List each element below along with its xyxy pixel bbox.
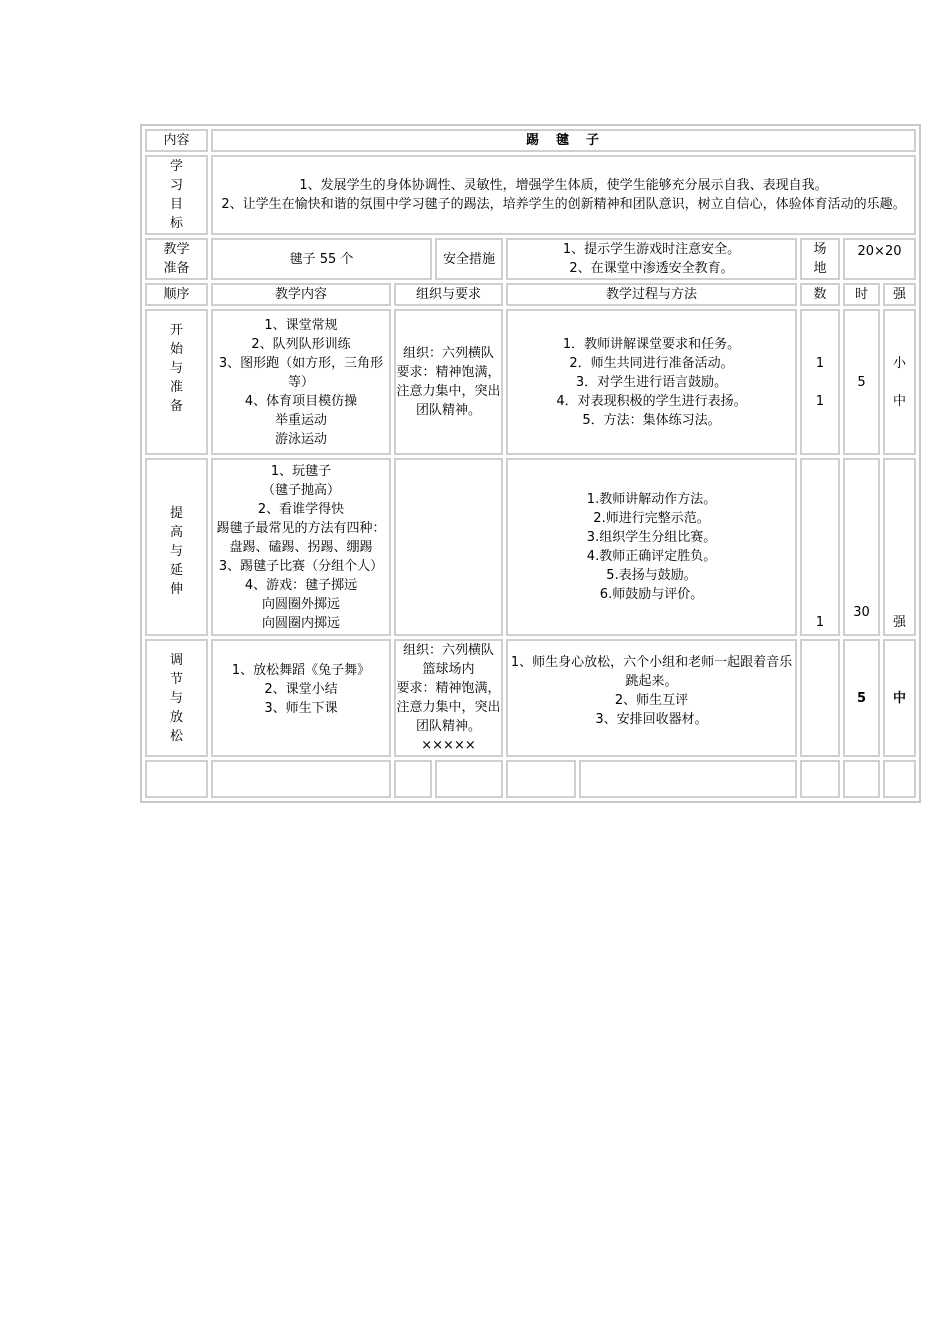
section-count [800,639,840,757]
section-order: 调 节 与 放 松 [145,639,208,757]
empty-cell [394,760,432,798]
empty-cell [211,760,391,798]
empty-cell [145,760,208,798]
section-order: 开 始 与 准 备 [145,309,208,455]
empty-cell [883,760,916,798]
empty-cell [579,760,797,798]
goals-row [145,155,916,235]
safety-label: 安全措施 [435,238,503,280]
section-intensity: 中 [883,639,916,757]
section-organization: 组织：六列横队 篮球场内 要求：精神饱满，注意力集中，突出团队精神。 ××××× [394,639,503,757]
section-content: 1、玩毽子 （毽子抛高） 2、看谁学得快 踢毽子最常见的方法有四种：盘踢、磕踢、拐踢、绷踢 3、踢毽子比赛（分组个人） 4、游戏：毽子掷远 向圆圈外掷远 向圆圈内掷远 [211,458,391,636]
section-process: 1．教师讲解课堂要求和任务。 2．师生共同进行准备活动。 3．对学生进行语言鼓励。 4．对表现积极的学生进行表扬。 5．方法：集体练习法。 [506,309,797,455]
prep-row [145,238,916,280]
section-process: 1.教师讲解动作方法。 2.师进行完整示范。 3.组织学生分组比赛。 4.教师正确评定胜负。 5.表扬与鼓励。 6.师鼓励与评价。 [506,458,797,636]
section-organization [394,458,503,636]
col-organization: 组织与要求 [394,283,503,306]
section-intensity: 小 中 [883,309,916,455]
col-count: 数 [800,283,840,306]
lesson-plan-table [140,124,921,803]
goals-label: 学 习 目 标 [145,155,208,235]
section-time: 30 [843,458,880,636]
section-organization: 组织：六列横队 要求：精神饱满，注意力集中，突出团队精神。 [394,309,503,455]
empty-cell [800,760,840,798]
empty-cell [843,760,880,798]
empty-cell [506,760,576,798]
section-content: 1、放松舞蹈《兔子舞》 2、课堂小结 3、师生下课 [211,639,391,757]
content-label: 内容 [145,129,208,152]
venue-label: 场 地 [800,238,840,280]
title-row [145,129,916,152]
section-order: 提 高 与 延 伸 [145,458,208,636]
col-content: 教学内容 [211,283,391,306]
column-header-row [145,283,916,306]
prep-label: 教学 准备 [145,238,208,280]
col-intensity: 强 [883,283,916,306]
goals-text: 1、发展学生的身体协调性、灵敏性，增强学生体质，使学生能够充分展示自我、表现自我。 2、让学生在愉快和谐的氛围中学习毽子的踢法，培养学生的创新精神和团队意识，树立自信心，体验体育活动的乐趣。 [211,155,916,235]
section-time: 5 [843,639,880,757]
col-process: 教学过程与方法 [506,283,797,306]
section-count: 1 [800,458,840,636]
col-order: 顺序 [145,283,208,306]
col-time: 时 [843,283,880,306]
section-row [145,639,916,757]
empty-cell [435,760,503,798]
section-count: 1 1 [800,309,840,455]
equipment-value: 毽子 55 个 [211,238,432,280]
section-row [145,458,916,636]
lesson-title: 踢 毽 子 [211,129,916,152]
section-intensity: 强 [883,458,916,636]
section-time: 5 [843,309,880,455]
section-row [145,309,916,455]
venue-value: 20×20 [843,238,916,280]
section-process: 1、师生身心放松，六个小组和老师一起跟着音乐跳起来。 2、师生互评 3、安排回收器材。 [506,639,797,757]
empty-row [145,760,916,798]
safety-text: 1、提示学生游戏时注意安全。 2、在课堂中渗透安全教育。 [506,238,797,280]
section-content: 1、课堂常规 2、队列队形训练 3、图形跑（如方形，三角形等） 4、体育项目模仿操 举重运动 游泳运动 [211,309,391,455]
